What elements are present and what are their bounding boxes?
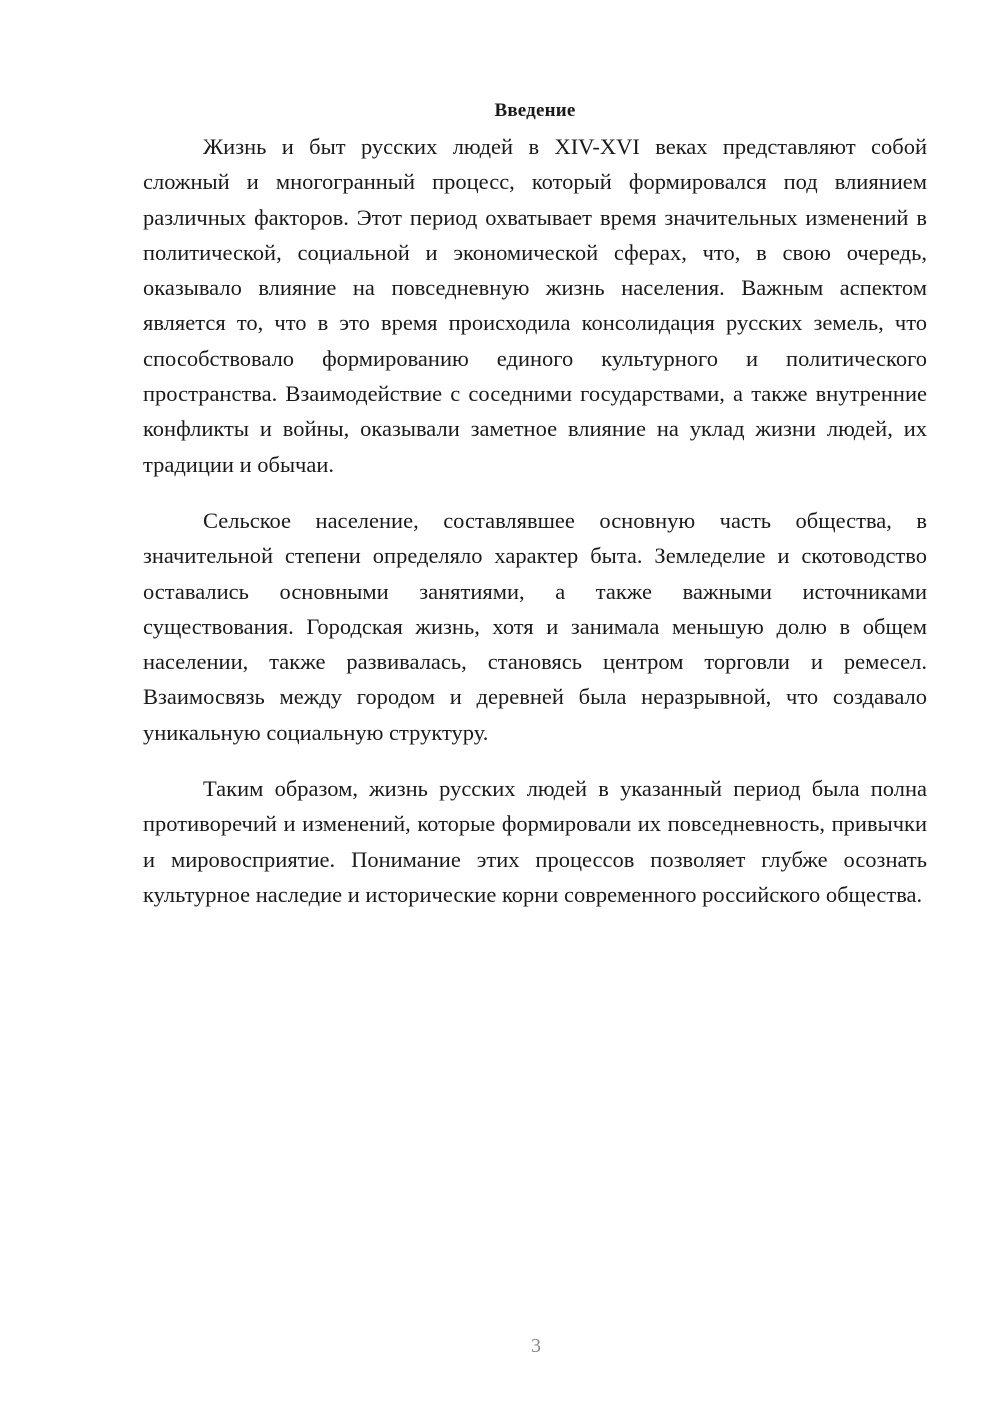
paragraph-1: Жизнь и быт русских людей в XIV-XVI веках представляют собой сложный и многогранный процесс, который формировался под влиянием различных факторов. Этот период охватывает время значительных изменений в политической, социальной и экономической сферах, что, в свою очередь, оказывало влияние на повседневную жизнь населения. Важным аспектом является то, что в это время происходила консолидация русских земель, что способствовало формированию единого культурного и политического пространства. Взаимодействие с соседними государствами, а также внутренние конфликты и войны, оказывали заметное влияние на уклад жизни людей, их традиции и обычаи.	[143, 134, 927, 477]
page-content	[143, 96, 927, 912]
paragraph-2: Сельское население, составлявшее основную часть общества, в значительной степени определяло характер быта. Земледелие и скотоводство оставались основными занятиями, а также важными источниками существования. Городская жизнь, хотя и занимала меньшую долю в общем населении, также развивалась, становясь центром торговли и ремесел. Взаимосвязь между городом и деревней была неразрывной, что создавало уникальную социальную структуру.	[143, 507, 927, 745]
section-heading: Введение	[494, 100, 576, 121]
page-number: 3	[531, 1335, 541, 1357]
paragraph-3: Таким образом, жизнь русских людей в указанный период была полна противоречий и изменений, которые формировали их повседневность, привычки и мировосприятие. Понимание этих процессов позволяет глубже осознать культурное наследие и исторические корни современного российского общества.	[143, 776, 927, 907]
